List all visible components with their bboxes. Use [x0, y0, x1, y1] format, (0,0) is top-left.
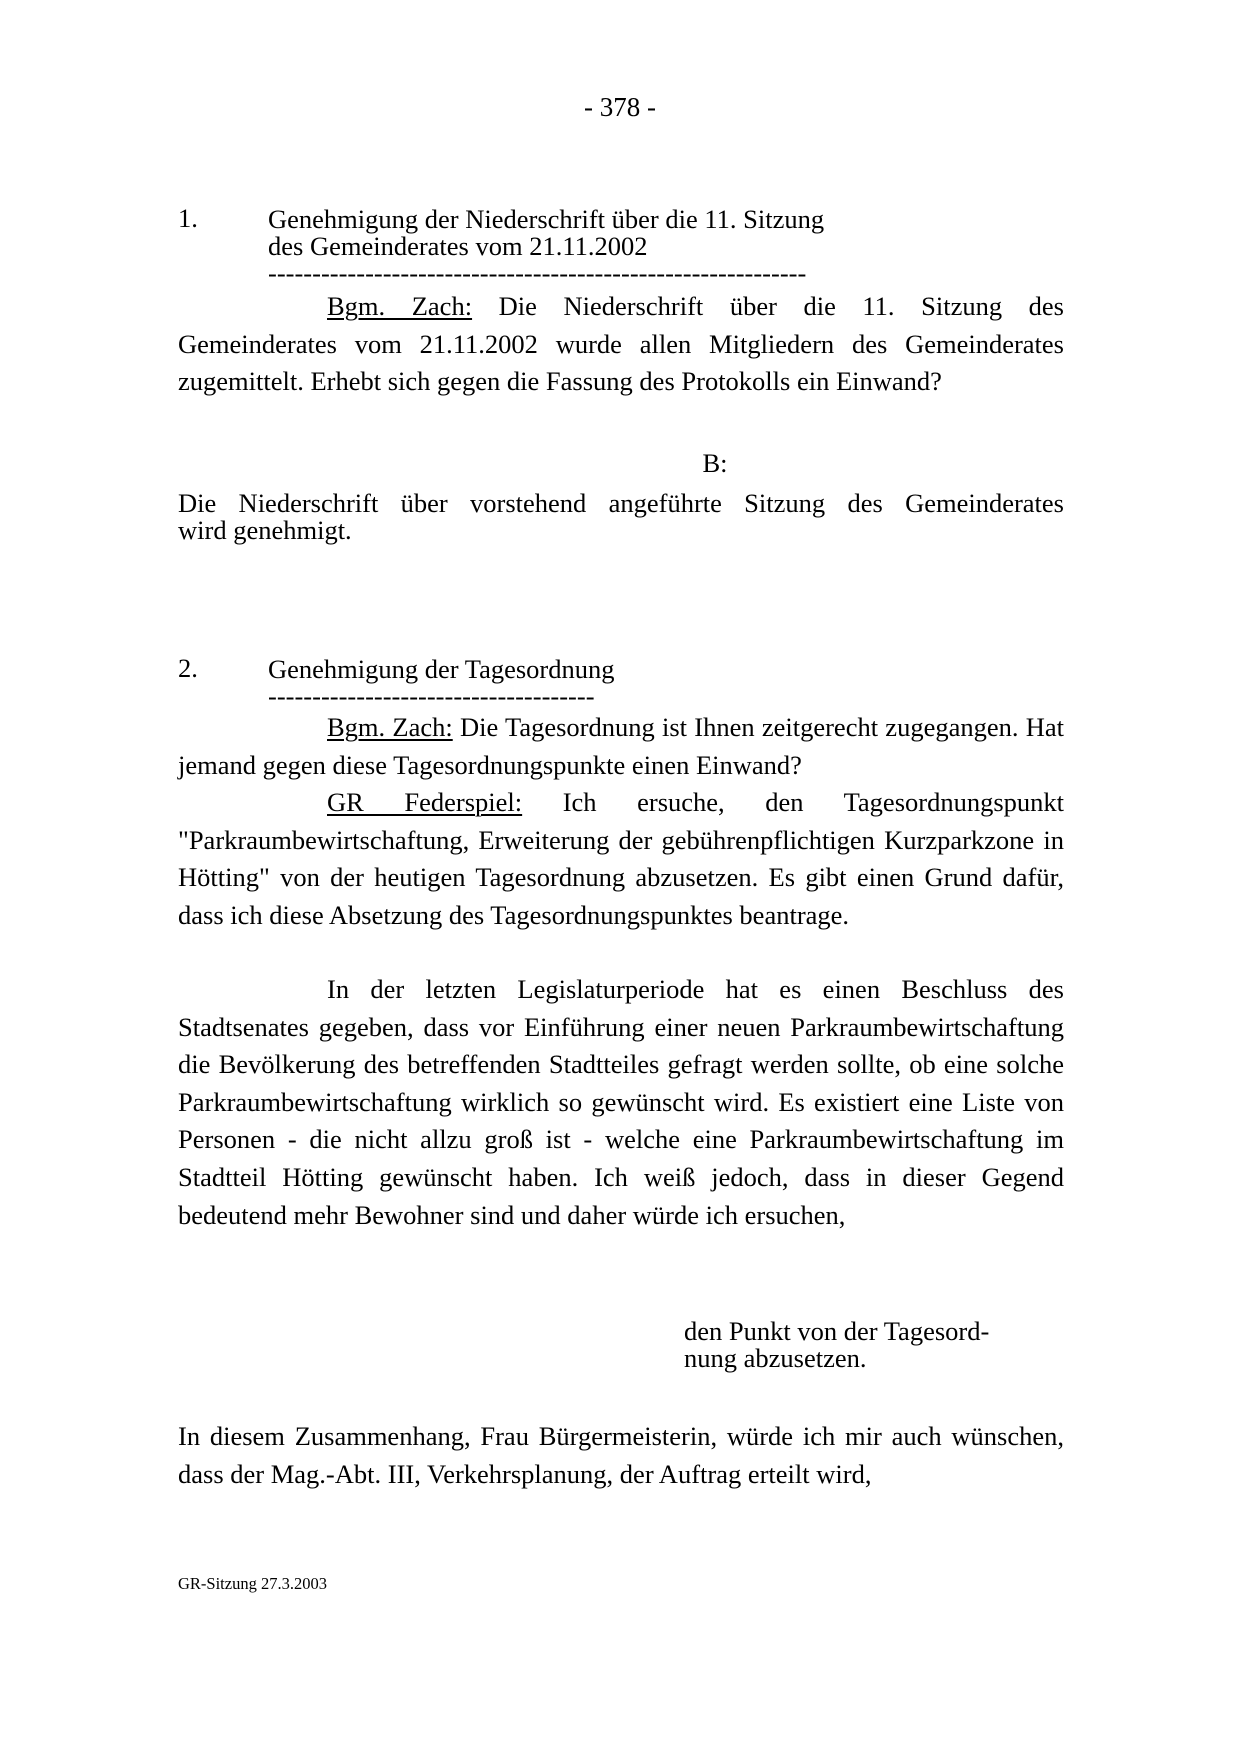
- motion-line-2: nung abzusetzen.: [684, 1343, 867, 1373]
- decision-label: [0, 448, 1240, 479]
- decision-label-text: B:: [702, 448, 728, 478]
- section-1-rule: -------------------------------------------------------------: [268, 258, 807, 288]
- section-1-title-line-1: Genehmigung der Niederschrift über die 11. Sitzung: [268, 204, 825, 234]
- statement-text: Die Tagesordnung ist Ihnen zeitgerecht zugegangen. Hat jemand gegen diese Tagesordnungspunkte einen Einwand?: [178, 712, 1064, 780]
- speaker-gr-federspiel: GR Federspiel:: [327, 787, 523, 817]
- section-2-paragraph-4: [178, 1418, 1064, 1493]
- speaker-bgm-zach: Bgm. Zach:: [327, 712, 453, 742]
- statement-text: Die Niederschrift über die 11. Sitzung des Gemeinderates vom 21.11.2002 wurde allen Mitgliedern des Gemeinderates zugemittelt. Erhebt sich gegen die Fassung des Protokolls ein Einwand?: [178, 291, 1064, 397]
- section-2-statement-2: [178, 784, 1064, 934]
- speaker-bgm-zach: Bgm. Zach:: [327, 291, 473, 321]
- paragraph-text: In der letzten Legislaturperiode hat es einen Beschluss des Stadtsenates gegeben, dass vor Einführung einer neuen Parkraumbewirtschaftung die Bevölkerung des betreffenden Stadtteiles gefragt werden sollte, ob eine solche Parkraumbewirtschaftung wirklich so gewünscht wird. Es existiert eine Liste von Personen - die nicht allzu groß ist - welche eine Parkraumbewirtschaftung im Stadtteil Hötting gewünscht haben. Ich weiß jedoch, dass in dieser Gegend bedeutend mehr Bewohner sind und daher würde ich ersuchen,: [178, 974, 1064, 1230]
- section-2-title: Genehmigung der Tagesordnung: [268, 654, 615, 684]
- motion-line-1: den Punkt von der Tagesord-: [684, 1316, 990, 1346]
- section-2-statement-1: [178, 709, 1064, 784]
- page-number: - 378 -: [584, 92, 656, 122]
- section-1-title-line-2: des Gemeinderates vom 21.11.2002: [268, 231, 648, 261]
- decision-line-1: Die Niederschrift über vorstehend angeführte Sitzung des Gemeinderates: [178, 488, 1064, 518]
- decision-line-2: wird genehmigt.: [178, 515, 352, 545]
- section-2-rule: -------------------------------------: [268, 681, 595, 711]
- decision-text: [178, 490, 1064, 544]
- section-1-number: 1.: [178, 203, 198, 233]
- footer-session-date: GR-Sitzung 27.3.2003: [178, 1574, 327, 1593]
- section-2-paragraph-3: [178, 971, 1064, 1234]
- statement-text: Ich ersuche, den Tagesordnungspunkt "Parkraumbewirtschaftung, Erweiterung der gebührenpflichtigen Kurzparkzone in Hötting" von der heutigen Tagesordnung abzusetzen. Es gibt einen Grund dafür, dass ich diese Absetzung des Tagesordnungspunktes beantrage.: [178, 787, 1065, 930]
- section-2-number: 2.: [178, 653, 198, 683]
- section-1-statement: [178, 288, 1064, 401]
- paragraph-text: In diesem Zusammenhang, Frau Bürgermeisterin, würde ich mir auch wünschen, dass der Mag.-Abt. III, Verkehrsplanung, der Auftrag erteilt wird,: [178, 1421, 1064, 1489]
